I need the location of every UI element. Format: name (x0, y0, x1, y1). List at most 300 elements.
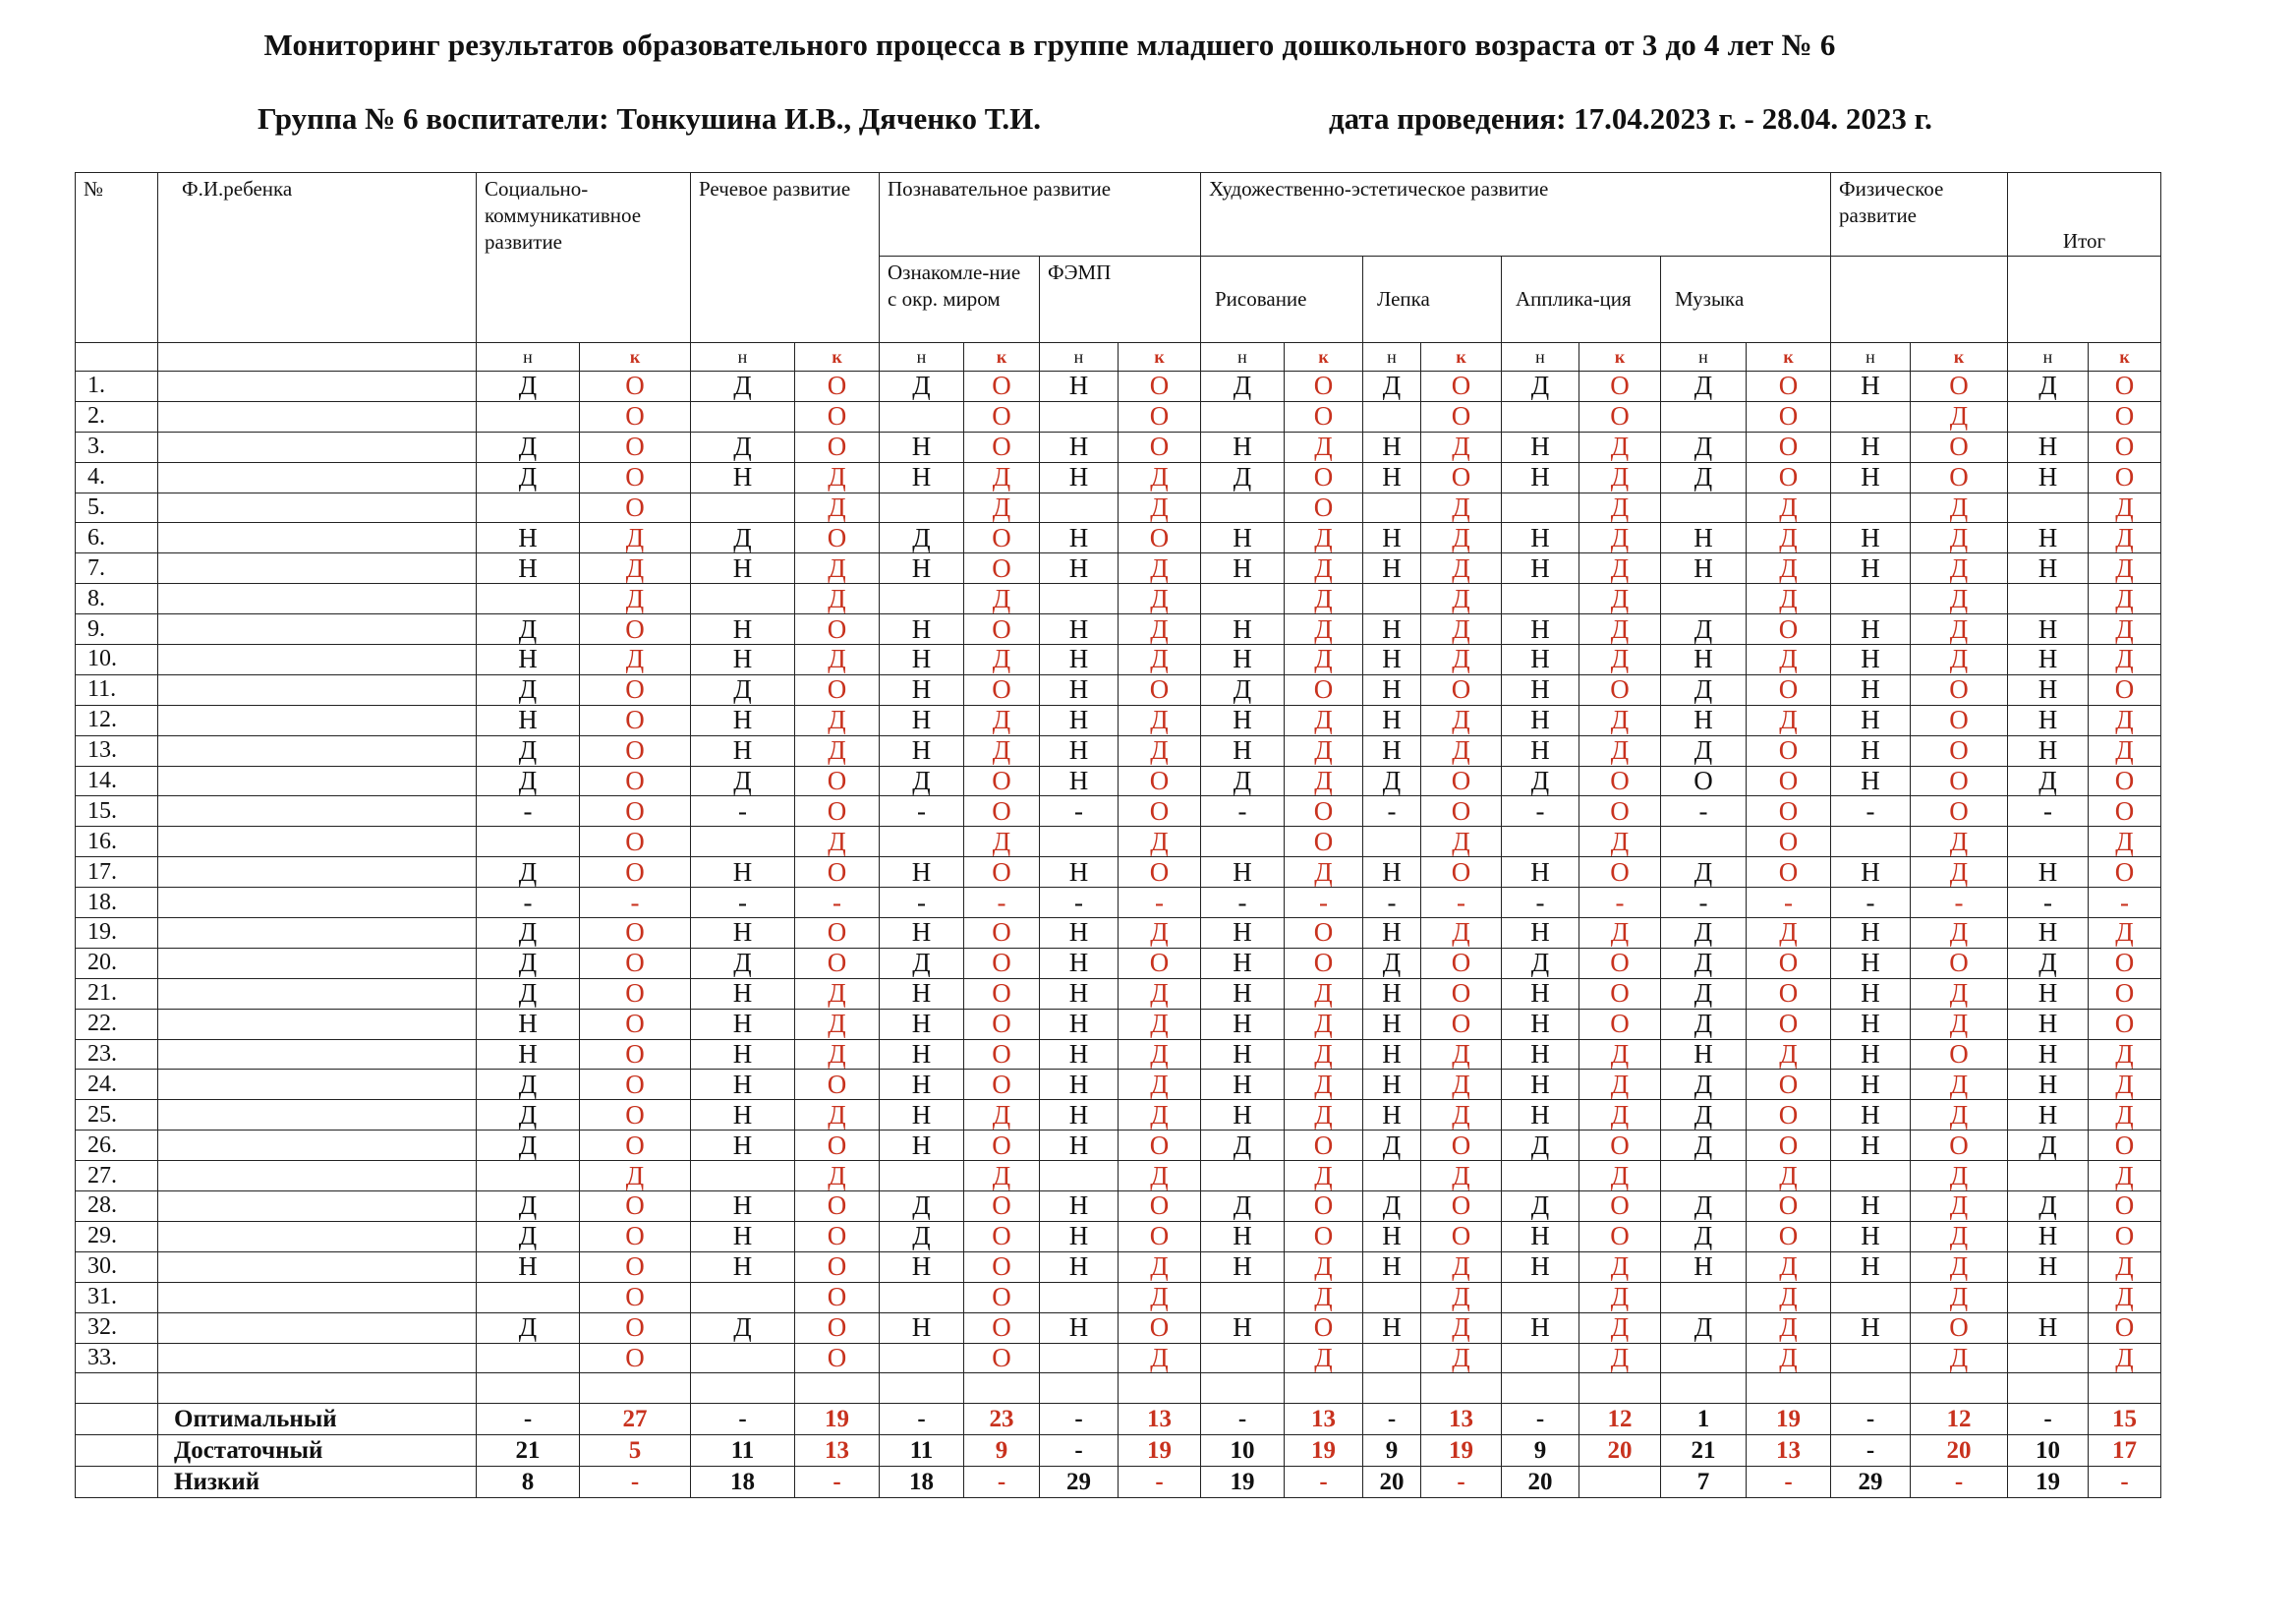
initial-score-cell (1831, 1282, 1911, 1312)
final-score-cell: О (2089, 462, 2161, 493)
initial-score-cell: Д (477, 1191, 580, 1222)
child-name-cell (158, 645, 477, 675)
final-score-cell: Д (964, 645, 1040, 675)
initial-score-cell: Н (1201, 978, 1285, 1009)
final-score-cell: Д (1285, 1100, 1363, 1131)
final-score-cell: О (2089, 1312, 2161, 1343)
summary-label: Низкий (158, 1467, 477, 1498)
initial-score-cell: Н (1040, 523, 1119, 553)
initial-score-cell: Н (2008, 553, 2089, 584)
initial-score-cell: Н (691, 1009, 795, 1039)
initial-score-cell: Д (880, 1221, 964, 1251)
final-score-cell: Д (1421, 1070, 1502, 1100)
final-score-cell: О (580, 1100, 691, 1131)
initial-score-cell: Н (1661, 523, 1747, 553)
row-number: 16. (76, 827, 158, 857)
child-name-cell (158, 1343, 477, 1373)
initial-score-cell (1363, 1161, 1421, 1191)
summary-value: 11 (691, 1435, 795, 1467)
page-title: Мониторинг результатов образовательного процесса в группе младшего дошкольного возраста от 3 до 4 лет № 6 (263, 28, 1836, 62)
final-score-cell: О (2089, 857, 2161, 888)
initial-score-cell: Н (1040, 766, 1119, 796)
final-score-cell: О (2089, 674, 2161, 705)
final-score-cell: Д (2089, 827, 2161, 857)
initial-score-cell: Н (1363, 1251, 1421, 1282)
child-name-cell (158, 766, 477, 796)
final-score-cell: Д (1285, 614, 1363, 645)
initial-score-cell: Н (1831, 1221, 1911, 1251)
table-row (76, 735, 2161, 766)
summary-value: 27 (580, 1404, 691, 1435)
n-label: н (1201, 343, 1285, 372)
initial-score-cell: - (691, 796, 795, 827)
final-score-cell: О (1119, 372, 1201, 402)
final-score-cell: О (964, 857, 1040, 888)
final-score-cell: - (1421, 888, 1502, 918)
final-score-cell: О (1747, 1131, 1831, 1161)
initial-score-cell: Н (1363, 553, 1421, 584)
final-score-cell: Д (795, 1009, 880, 1039)
summary-label: Оптимальный (158, 1404, 477, 1435)
final-score-cell: Д (1421, 1343, 1502, 1373)
final-score-cell: О (1119, 857, 1201, 888)
final-score-cell: О (2089, 978, 2161, 1009)
blank-cell (795, 1373, 880, 1404)
summary-value: - (1363, 1404, 1421, 1435)
n-label: н (1502, 343, 1579, 372)
initial-score-cell: Н (1502, 1312, 1579, 1343)
final-score-cell: О (580, 1282, 691, 1312)
final-score-cell: Д (964, 1100, 1040, 1131)
initial-score-cell: Н (1040, 1070, 1119, 1100)
initial-score-cell: Н (2008, 735, 2089, 766)
final-score-cell: О (1747, 1100, 1831, 1131)
initial-score-cell: Н (1040, 978, 1119, 1009)
summary-value: 13 (1421, 1404, 1502, 1435)
initial-score-cell: Н (1363, 1312, 1421, 1343)
final-score-cell: О (1421, 857, 1502, 888)
initial-score-cell: Н (1040, 1221, 1119, 1251)
final-score-cell: Д (964, 493, 1040, 523)
summary-blank (76, 1435, 158, 1467)
summary-value: 19 (1119, 1435, 1201, 1467)
initial-score-cell (1661, 1161, 1747, 1191)
final-score-cell: О (964, 1009, 1040, 1039)
final-score-cell: Д (795, 1100, 880, 1131)
final-score-cell: О (1747, 1009, 1831, 1039)
initial-score-cell: Н (691, 1131, 795, 1161)
final-score-cell: Д (1421, 523, 1502, 553)
initial-score-cell (880, 401, 964, 432)
summary-blank (76, 1467, 158, 1498)
final-score-cell: Д (580, 553, 691, 584)
k-label: к (580, 343, 691, 372)
initial-score-cell: Д (1661, 978, 1747, 1009)
table-row (76, 857, 2161, 888)
initial-score-cell: Н (691, 1070, 795, 1100)
initial-score-cell: Н (1040, 1039, 1119, 1070)
summary-value (1579, 1467, 1661, 1498)
initial-score-cell: Н (477, 523, 580, 553)
final-score-cell: Д (1911, 918, 2008, 949)
final-score-cell: Д (1911, 1221, 2008, 1251)
final-score-cell: О (795, 674, 880, 705)
initial-score-cell: Д (477, 766, 580, 796)
initial-score-cell (477, 1282, 580, 1312)
final-score-cell: Д (1285, 1070, 1363, 1100)
summary-value: 8 (477, 1467, 580, 1498)
initial-score-cell: Н (1502, 674, 1579, 705)
final-score-cell: Д (1421, 645, 1502, 675)
final-score-cell: Д (795, 978, 880, 1009)
summary-value: 29 (1040, 1467, 1119, 1498)
initial-score-cell: Д (880, 523, 964, 553)
initial-score-cell: Н (2008, 1070, 2089, 1100)
final-score-cell: Д (1579, 1312, 1661, 1343)
initial-score-cell: Н (1201, 553, 1285, 584)
initial-score-cell: Н (1502, 645, 1579, 675)
summary-value: 5 (580, 1435, 691, 1467)
initial-score-cell: Н (2008, 432, 2089, 462)
initial-score-cell: Д (1661, 1131, 1747, 1161)
blank-cell (1579, 1373, 1661, 1404)
n-label: н (477, 343, 580, 372)
initial-score-cell: Н (477, 705, 580, 735)
final-score-cell: О (580, 401, 691, 432)
summary-value: 18 (691, 1467, 795, 1498)
child-name-cell (158, 584, 477, 614)
initial-score-cell: Д (1502, 766, 1579, 796)
final-score-cell: О (1579, 372, 1661, 402)
summary-value: 13 (1747, 1435, 1831, 1467)
date-line: дата проведения: 17.04.2023 г. - 28.04. 2023 г. (1329, 101, 1932, 136)
initial-score-cell: Н (2008, 614, 2089, 645)
initial-score-cell: Н (1661, 645, 1747, 675)
initial-score-cell: Н (1363, 705, 1421, 735)
final-score-cell: Д (964, 827, 1040, 857)
initial-score-cell (1040, 584, 1119, 614)
initial-score-cell (1201, 584, 1285, 614)
initial-score-cell: Н (691, 735, 795, 766)
summary-value: 13 (1285, 1404, 1363, 1435)
child-name-cell (158, 827, 477, 857)
initial-score-cell: Н (880, 614, 964, 645)
final-score-cell: Д (1119, 493, 1201, 523)
header-drawing: Рисование (1201, 257, 1363, 343)
final-score-cell: Д (1911, 857, 2008, 888)
row-number: 18. (76, 888, 158, 918)
initial-score-cell (1502, 584, 1579, 614)
initial-score-cell: Д (691, 1312, 795, 1343)
final-score-cell: Д (1579, 827, 1661, 857)
final-score-cell: О (1579, 857, 1661, 888)
initial-score-cell: Н (1201, 1100, 1285, 1131)
final-score-cell: Д (2089, 1251, 2161, 1282)
final-score-cell: О (1579, 1131, 1661, 1161)
initial-score-cell (880, 1343, 964, 1373)
initial-score-cell: Н (477, 1039, 580, 1070)
initial-score-cell: Д (477, 674, 580, 705)
row-number: 10. (76, 645, 158, 675)
initial-score-cell: - (1502, 796, 1579, 827)
final-score-cell: Д (1119, 1009, 1201, 1039)
initial-score-cell (2008, 584, 2089, 614)
final-score-cell: Д (2089, 918, 2161, 949)
final-score-cell: Д (1421, 553, 1502, 584)
initial-score-cell (477, 1343, 580, 1373)
initial-score-cell: Н (477, 1009, 580, 1039)
final-score-cell: О (580, 432, 691, 462)
final-score-cell: Д (1911, 401, 2008, 432)
initial-score-cell (691, 493, 795, 523)
final-score-cell: Д (1119, 1161, 1201, 1191)
initial-score-cell: Н (1201, 705, 1285, 735)
final-score-cell: О (1747, 796, 1831, 827)
final-score-cell: О (1285, 1221, 1363, 1251)
final-score-cell: О (1285, 1191, 1363, 1222)
initial-score-cell: Н (1831, 645, 1911, 675)
child-name-cell (158, 674, 477, 705)
initial-score-cell (1502, 827, 1579, 857)
n-label: н (1363, 343, 1421, 372)
initial-score-cell: Д (477, 978, 580, 1009)
child-name-cell (158, 523, 477, 553)
final-score-cell: Д (2089, 584, 2161, 614)
final-score-cell: О (1911, 372, 2008, 402)
initial-score-cell: Н (691, 857, 795, 888)
initial-score-cell: Н (1661, 705, 1747, 735)
child-name-cell (158, 1191, 477, 1222)
initial-score-cell (2008, 1161, 2089, 1191)
initial-score-cell: Н (1040, 462, 1119, 493)
initial-score-cell: Д (477, 918, 580, 949)
initial-score-cell (1363, 493, 1421, 523)
row-number: 15. (76, 796, 158, 827)
initial-score-cell (1661, 584, 1747, 614)
initial-score-cell: Д (880, 766, 964, 796)
final-score-cell: О (795, 918, 880, 949)
header-speech: Речевое развитие (691, 173, 880, 343)
final-score-cell: Д (2089, 645, 2161, 675)
initial-score-cell: Н (1831, 1191, 1911, 1222)
initial-score-cell (691, 584, 795, 614)
child-name-cell (158, 553, 477, 584)
blank-cell (1421, 1373, 1502, 1404)
initial-score-cell (1201, 1282, 1285, 1312)
initial-score-cell (1831, 493, 1911, 523)
initial-score-cell (691, 827, 795, 857)
initial-score-cell: Н (477, 645, 580, 675)
final-score-cell: О (964, 1070, 1040, 1100)
initial-score-cell: Н (1040, 1251, 1119, 1282)
final-score-cell: Д (1911, 978, 2008, 1009)
initial-score-cell: Н (691, 1221, 795, 1251)
final-score-cell: Д (1421, 918, 1502, 949)
final-score-cell: О (964, 766, 1040, 796)
initial-score-cell: Н (1502, 1039, 1579, 1070)
final-score-cell: Д (1119, 553, 1201, 584)
final-score-cell: Д (1911, 553, 2008, 584)
child-name-cell (158, 1009, 477, 1039)
final-score-cell: - (1911, 888, 2008, 918)
final-score-cell: О (580, 735, 691, 766)
final-score-cell: О (795, 1312, 880, 1343)
initial-score-cell: Н (2008, 857, 2089, 888)
header-femp: ФЭМП (1040, 257, 1201, 343)
final-score-cell: Д (1119, 1100, 1201, 1131)
final-score-cell: О (580, 827, 691, 857)
final-score-cell: Д (1747, 1343, 1831, 1373)
summary-value: 13 (795, 1435, 880, 1467)
initial-score-cell: Н (1040, 1312, 1119, 1343)
final-score-cell: О (2089, 948, 2161, 978)
table-row (76, 1161, 2161, 1191)
final-score-cell: - (580, 888, 691, 918)
final-score-cell: О (580, 372, 691, 402)
initial-score-cell: Д (477, 372, 580, 402)
summary-value: 10 (2008, 1435, 2089, 1467)
final-score-cell: О (1119, 1191, 1201, 1222)
final-score-cell: О (964, 674, 1040, 705)
final-score-cell: Д (1747, 705, 1831, 735)
row-number: 26. (76, 1131, 158, 1161)
header-total: Итог (2008, 173, 2161, 257)
row-number: 33. (76, 1343, 158, 1373)
summary-value: - (1831, 1435, 1911, 1467)
child-name-cell (158, 1100, 477, 1131)
initial-score-cell: - (1661, 796, 1747, 827)
table-row (76, 674, 2161, 705)
initial-score-cell: Д (691, 432, 795, 462)
initial-score-cell (2008, 1343, 2089, 1373)
final-score-cell: О (964, 918, 1040, 949)
final-score-cell: Д (1911, 1282, 2008, 1312)
final-score-cell: Д (1579, 1039, 1661, 1070)
initial-score-cell: - (2008, 796, 2089, 827)
initial-score-cell: - (1831, 796, 1911, 827)
initial-score-cell: Н (1201, 1221, 1285, 1251)
initial-score-cell: Н (1831, 674, 1911, 705)
final-score-cell: Д (1579, 553, 1661, 584)
initial-score-cell: - (477, 796, 580, 827)
blank-cell (1040, 1373, 1119, 1404)
final-score-cell: Д (1579, 705, 1661, 735)
k-label: к (1747, 343, 1831, 372)
summary-value: 13 (1119, 1404, 1201, 1435)
final-score-cell: О (1421, 1009, 1502, 1039)
initial-score-cell: О (1661, 766, 1747, 796)
final-score-cell: О (1911, 705, 2008, 735)
final-score-cell: Д (1285, 584, 1363, 614)
k-label: к (1911, 343, 2008, 372)
summary-value: 20 (1911, 1435, 2008, 1467)
initial-score-cell: Н (691, 978, 795, 1009)
final-score-cell: Д (1911, 523, 2008, 553)
final-score-cell: О (1579, 766, 1661, 796)
final-score-cell: О (1911, 735, 2008, 766)
initial-score-cell: Н (1201, 1009, 1285, 1039)
final-score-cell: О (1119, 1221, 1201, 1251)
initial-score-cell: Д (477, 1312, 580, 1343)
final-score-cell: Д (1747, 1039, 1831, 1070)
final-score-cell: О (964, 1221, 1040, 1251)
final-score-cell: Д (580, 645, 691, 675)
final-score-cell: Д (1579, 432, 1661, 462)
initial-score-cell: Д (1201, 372, 1285, 402)
initial-score-cell: Д (2008, 1191, 2089, 1222)
blank-row (76, 1373, 2161, 1404)
initial-score-cell: Н (1040, 735, 1119, 766)
initial-score-cell: - (880, 796, 964, 827)
initial-score-cell: Н (1363, 1070, 1421, 1100)
blank-cell (76, 1373, 158, 1404)
initial-score-cell (1502, 1343, 1579, 1373)
initial-score-cell: Д (1661, 857, 1747, 888)
initial-score-cell: Н (2008, 1312, 2089, 1343)
initial-score-cell: Н (1831, 918, 1911, 949)
initial-score-cell: Н (1201, 948, 1285, 978)
child-name-cell (158, 1221, 477, 1251)
initial-score-cell: Н (1661, 553, 1747, 584)
final-score-cell: Д (2089, 1343, 2161, 1373)
final-score-cell: Д (1421, 1161, 1502, 1191)
initial-score-cell: Н (1502, 1100, 1579, 1131)
child-name-cell (158, 796, 477, 827)
table-row (76, 978, 2161, 1009)
header-applique: Апплика-ция (1502, 257, 1661, 343)
initial-score-cell: Н (1040, 645, 1119, 675)
final-score-cell: О (964, 553, 1040, 584)
initial-score-cell: Н (880, 1039, 964, 1070)
final-score-cell: О (580, 978, 691, 1009)
child-name-cell (158, 614, 477, 645)
final-score-cell: О (964, 614, 1040, 645)
initial-score-cell: Н (2008, 1251, 2089, 1282)
summary-value: - (1201, 1404, 1285, 1435)
summary-value: - (964, 1467, 1040, 1498)
final-score-cell: Д (2089, 614, 2161, 645)
final-score-cell: О (580, 948, 691, 978)
final-score-cell: Д (795, 645, 880, 675)
final-score-cell: О (1747, 735, 1831, 766)
initial-score-cell: Д (477, 1070, 580, 1100)
initial-score-cell (1040, 401, 1119, 432)
final-score-cell: О (795, 372, 880, 402)
table-row (76, 1191, 2161, 1222)
final-score-cell: О (1285, 674, 1363, 705)
final-score-cell: О (2089, 1191, 2161, 1222)
final-score-cell: Д (580, 1161, 691, 1191)
initial-score-cell: Д (1661, 1100, 1747, 1131)
k-label: к (1285, 343, 1363, 372)
row-number: 20. (76, 948, 158, 978)
final-score-cell: Д (1747, 584, 1831, 614)
initial-score-cell: Д (691, 372, 795, 402)
summary-value: 11 (880, 1435, 964, 1467)
initial-score-cell: Н (1040, 1131, 1119, 1161)
final-score-cell: О (580, 493, 691, 523)
child-name-cell (158, 978, 477, 1009)
final-score-cell: О (1119, 1312, 1201, 1343)
initial-score-cell: Н (880, 1070, 964, 1100)
final-score-cell: О (1579, 674, 1661, 705)
child-name-cell (158, 857, 477, 888)
summary-value: - (1502, 1404, 1579, 1435)
initial-score-cell: Н (880, 1131, 964, 1161)
row-number: 25. (76, 1100, 158, 1131)
table-row (76, 493, 2161, 523)
final-score-cell: Д (1119, 462, 1201, 493)
